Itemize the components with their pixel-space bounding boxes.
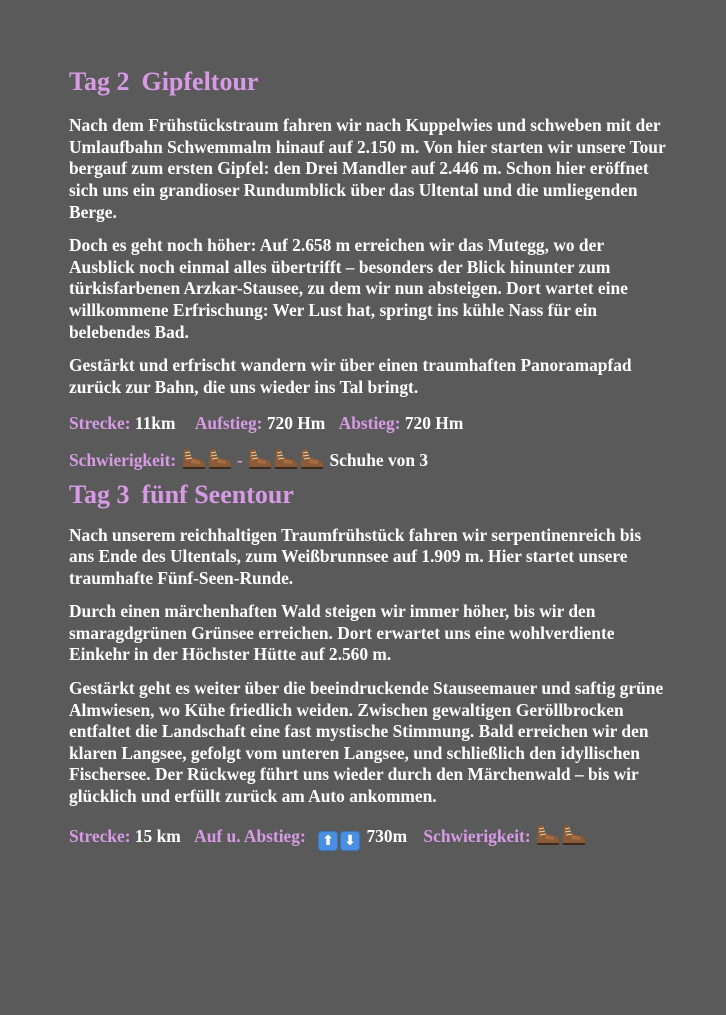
- tag2-day: Tag 2: [69, 67, 130, 96]
- hiking-boot-icon: [181, 448, 207, 470]
- tag2-strecke-value: 11km: [134, 413, 176, 434]
- tag2-heading: [69, 66, 666, 97]
- tag3-strecke-label: Strecke:: [69, 825, 131, 846]
- tag2-stats: [69, 412, 666, 434]
- hiking-boot-icon: [273, 448, 299, 470]
- hiking-boot-icon: [299, 448, 325, 470]
- tag2-aufstieg-label: Aufstieg:: [194, 413, 263, 434]
- tag3-auf-abstieg-label: Auf u. Abstieg:: [194, 825, 306, 846]
- hiking-boot-icon: [561, 824, 587, 846]
- tag2-title: Gipfeltour: [141, 67, 259, 96]
- tag3-strecke-value: 15 km: [134, 825, 181, 846]
- tag3-schwierigkeit-label: Schwierigkeit:: [423, 825, 531, 846]
- tag2-paragraph-2: Doch es geht noch höher: Auf 2.658 m erreichen wir das Mutegg, wo der Ausblick noch einmal alles übertrifft – besonders der Blick hinunter zum türkisfarbenen Arzkar-Stausee, zu dem wir nun absteigen. Dort wartet eine willkommene Erfrischung: Wer Lust hat, springt ins kühle Nass für ein belebendes Bad.: [69, 235, 628, 342]
- tag2-strecke-label: Strecke:: [69, 413, 131, 434]
- tag3-heading: [69, 479, 666, 510]
- tag2-schwierigkeit-suffix: Schuhe von 3: [329, 450, 429, 471]
- tag2-abstieg-value: 720 Hm: [404, 413, 464, 434]
- tag3-paragraph-2: Durch einen märchenhaften Wald steigen wir immer höher, bis wir den smaragdgrünen Grünsee erreichen. Dort erwartet uns eine wohlverdiente Einkehr in der Höchster Hütte auf 2.560 m.: [69, 601, 615, 665]
- tag2-paragraph-3: Gestärkt und erfrischt wandern wir über einen traumhaften Panoramapfad zurück zur Bahn, die uns wieder ins Tal bringt.: [69, 355, 632, 397]
- up-arrow-icon: ⬆: [318, 831, 338, 851]
- tag3-paragraph-1: Nach unserem reichhaltigen Traumfrühstück fahren wir serpentinenreich bis ans Ende des Ultentals, zum Weißbrunnsee auf 1.909 m. Hier startet unsere traumhafte Fünf-Seen-Runde.: [69, 524, 642, 588]
- tag2-aufstieg-value: 720 Hm: [266, 413, 326, 434]
- tag3-paragraph-3: Gestärkt geht es weiter über die beeindruckende Stauseemauer und saftig grüne Almwiesen, wo Kühe friedlich weiden. Zwischen gewaltigen Geröllbrocken entfaltet die Landschaft eine fast mystische Stimmung. Bald erreichen wir den klaren Langsee, gefolgt vom unteren Langsee, und schließlich den idyllischen Fischersee. Der Rückweg führt uns wieder durch den Märchenwald – bis wir glücklich und erfüllt zurück am Auto ankommen.: [69, 678, 664, 807]
- tag3-day: Tag 3: [69, 480, 130, 510]
- down-arrow-icon: ⬇: [340, 831, 360, 851]
- hiking-boot-icon: [535, 824, 561, 846]
- tag2-abstieg-label: Abstieg:: [338, 413, 401, 434]
- tag2-schwierigkeit-label: Schwierigkeit:: [69, 450, 177, 471]
- tag3-title: fünf Seentour: [141, 480, 294, 510]
- hiking-boot-icon: [247, 448, 273, 470]
- hiking-boot-icon: [207, 448, 233, 470]
- tag2-difficulty: [69, 448, 666, 471]
- tag2-schwierigkeit-sep: -: [236, 450, 243, 471]
- tag3-stats: [69, 824, 666, 851]
- tag2-paragraph-1: Nach dem Frühstückstraum fahren wir nach Kuppelwies und schweben mit der Umlaufbahn Schwemmalm hinauf auf 2.150 m. Von hier starten wir unsere Tour bergauf zum ersten Gipfel: den Drei Mandler auf 2.446 m. Schon hier eröffnet sich uns ein grandioser Rundumblick über das Ultental und die umliegenden Berge.: [69, 115, 666, 222]
- tag3-auf-abstieg-value: 730m: [366, 825, 408, 846]
